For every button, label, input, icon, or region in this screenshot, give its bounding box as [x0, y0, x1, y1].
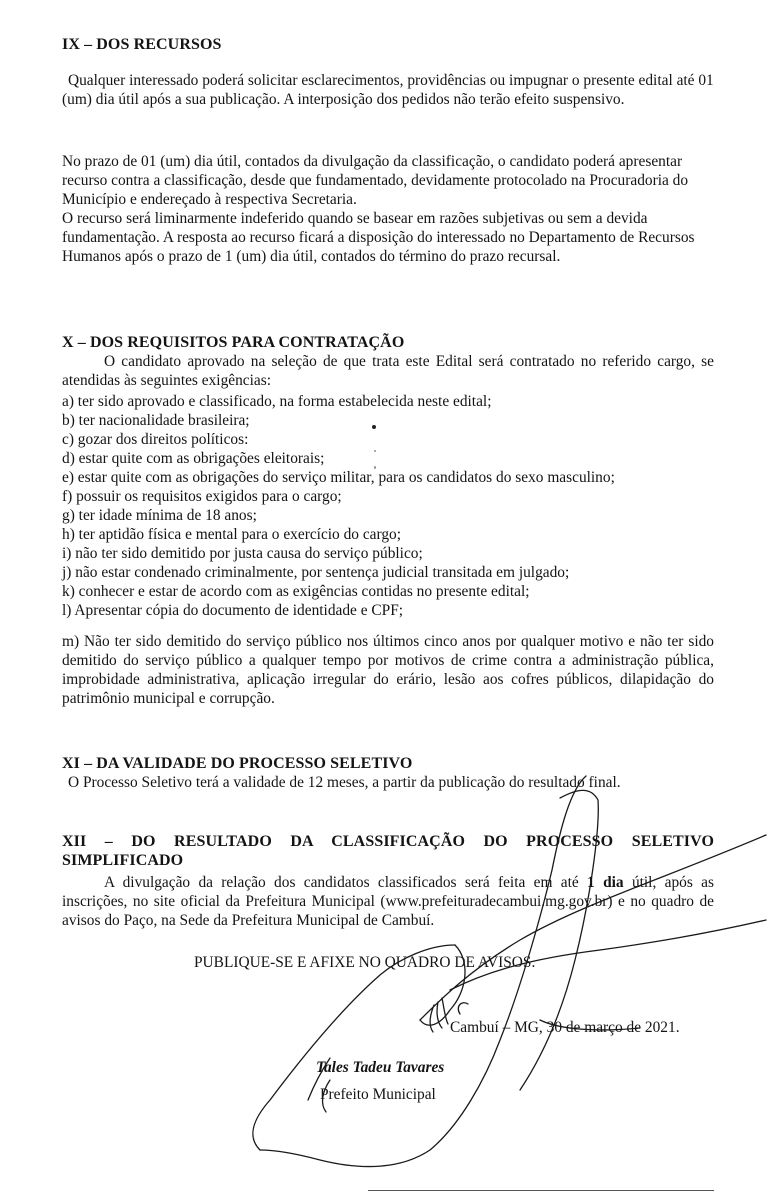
requirement-item: e) estar quite com as obrigações do serviço militar, para os candidatos do sexo masculino; — [62, 469, 615, 486]
section-11-heading: XI – DA VALIDADE DO PROCESSO SELETIVO — [62, 755, 413, 772]
requirement-item: c) gozar dos direitos políticos: — [62, 431, 249, 448]
section-12-heading-line-2: SIMPLIFICADO — [62, 852, 184, 869]
section-10-heading: X – DOS REQUISITOS PARA CONTRATAÇÃO — [62, 334, 405, 351]
requirements-list — [62, 392, 714, 620]
section-9-heading: IX – DOS RECURSOS — [62, 36, 222, 53]
requirement-item: d) estar quite com as obrigações eleitorais; — [62, 450, 325, 467]
publish-notice: PUBLIQUE-SE E AFIXE NO QUADRO DE AVISOS. — [194, 954, 536, 971]
section-12-text: A divulgação da relação dos candidatos classificados será feita em até 1 dia útil, após as inscrições, no site oficial da Prefeitura Municipal (www.prefeituradecambui.mg.gov.br) e no quadro de avisos do Paço, na Sede da Prefeitura Municipal de Cambuí. — [62, 874, 714, 929]
signer-name: Tales Tadeu Tavares — [316, 1059, 445, 1076]
requirement-item-m: m) Não ter sido demitido do serviço público nos últimos cinco anos por qualquer motivo e não ter sido demitido do serviço público a qualquer tempo por motivos de crime contra a administração pública, improbidade administrativa, aplicação irregular do erário, lesão aos cofres públicos, dilapidação do patrimônio municipal e corrupção. — [62, 633, 714, 707]
scan-speck — [374, 450, 376, 452]
section-10-intro: O candidato aprovado na seleção de que trata este Edital será contratado no referido cargo, se atendidas às seguintes exigências: — [62, 353, 714, 389]
requirement-item: b) ter nacionalidade brasileira; — [62, 412, 250, 429]
requirement-item: f) possuir os requisitos exigidos para o cargo; — [62, 488, 342, 505]
requirement-item: g) ter idade mínima de 18 anos; — [62, 507, 257, 524]
requirement-item: k) conhecer e estar de acordo com as exigências contidas no presente edital; — [62, 583, 530, 600]
section-9-paragraph-3: O recurso será liminarmente indeferido quando se basear em razões subjetivas ou sem a devida fundamentação. A resposta ao recurso ficará a disposição do interessado no Departamento de Recursos Humanos após o prazo de 1 (um) dia útil, contados do término do prazo recursal. — [62, 210, 695, 265]
scan-speck — [372, 425, 376, 429]
requirement-item: j) não estar condenado criminalmente, por sentença judicial transitada em julgado; — [62, 564, 570, 581]
scan-speck — [374, 466, 376, 469]
signer-title: Prefeito Municipal — [320, 1086, 436, 1103]
section-9-paragraph-2: No prazo de 01 (um) dia útil, contados da divulgação da classificação, o candidato poderá apresentar recurso contra a classificação, desde que fundamentado, devidamente protocolado na Procuradoria do Município e endereçado à respectiva Secretaria. — [62, 153, 689, 208]
place-and-date: Cambuí – MG, 30 de março de 2021. — [450, 1019, 680, 1036]
requirement-item: a) ter sido aprovado e classificado, na forma estabelecida neste edital; — [62, 393, 492, 410]
section-12-heading-line-1: XII – DO RESULTADO DA CLASSIFICAÇÃO DO PROCESSO SELETIVO — [62, 833, 714, 850]
requirement-item: l) Apresentar cópia do documento de identidade e CPF; — [62, 602, 404, 619]
section-11-text: O Processo Seletivo terá a validade de 12 meses, a partir da publicação do resultado final. — [68, 774, 621, 791]
requirement-item: h) ter aptidão física e mental para o exercício do cargo; — [62, 526, 402, 543]
section-9-paragraph-1: Qualquer interessado poderá solicitar esclarecimentos, providências ou impugnar o presente edital até 01 (um) dia útil após a sua publicação. A interposição dos pedidos não terão efeito suspensivo. — [62, 72, 714, 108]
requirement-item: i) não ter sido demitido por justa causa do serviço público; — [62, 545, 423, 562]
section-12-heading — [62, 832, 714, 870]
bottom-rule — [368, 1190, 714, 1191]
deadline-highlight: 1 dia — [587, 874, 624, 891]
